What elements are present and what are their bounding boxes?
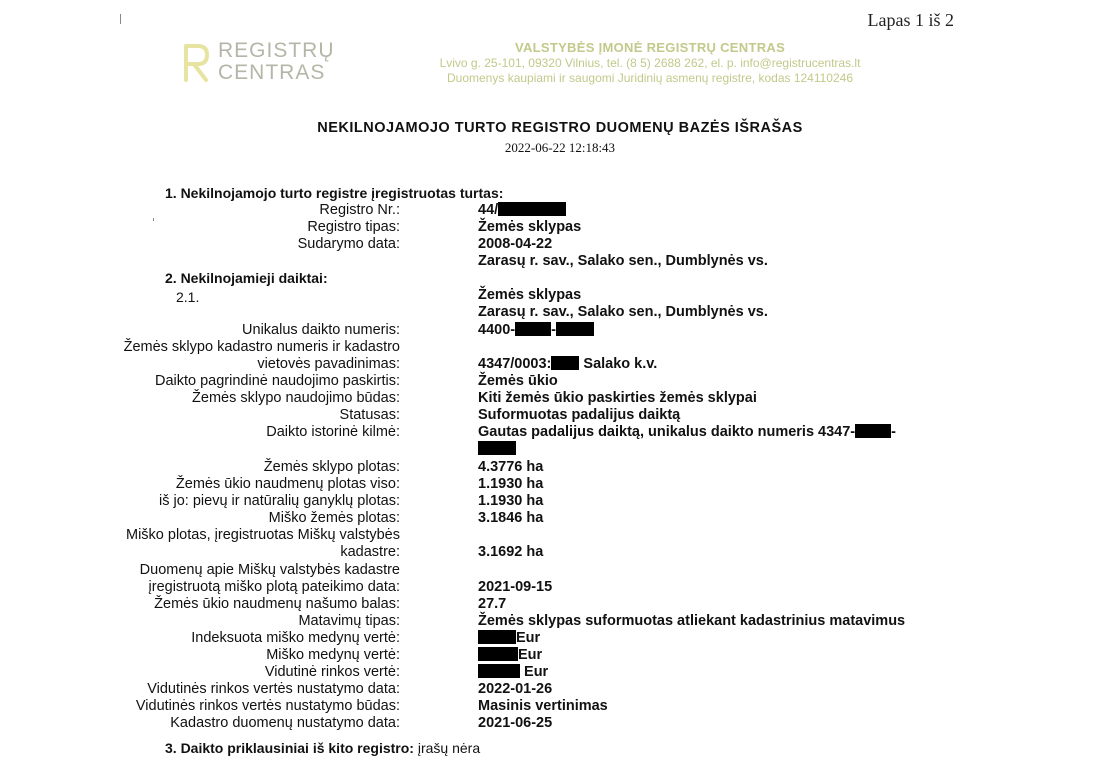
section3-heading: 3. Daikto priklausiniai iš kito registro: bbox=[165, 740, 414, 756]
unikalus-dash: - bbox=[551, 322, 556, 338]
kilme-label: Daikto istorinė kilmė: bbox=[266, 424, 400, 440]
nasumo-row bbox=[120, 596, 1020, 613]
redaction bbox=[556, 322, 594, 336]
object-type-row bbox=[120, 287, 1020, 304]
kadastro-row-1 bbox=[120, 339, 1020, 356]
pateikimo-label-2: įregistruotą miško plotą pateikimo data: bbox=[148, 579, 400, 595]
indeksuota-currency: Eur bbox=[516, 630, 541, 646]
indeksuota-label: Indeksuota miško medynų vertė: bbox=[191, 630, 400, 646]
pateikimo-row-1 bbox=[120, 562, 1020, 579]
redaction bbox=[855, 424, 891, 438]
matavimu-value: Žemės sklypas suformuotas atliekant kadastrinius matavimus bbox=[478, 613, 906, 629]
misko-value: 3.1846 ha bbox=[478, 510, 544, 526]
matavimu-row bbox=[120, 613, 1020, 630]
section2-heading: 2. Nekilnojamieji daiktai: bbox=[165, 270, 328, 286]
kadastro-data-label: Kadastro duomenų nustatymo data: bbox=[170, 715, 400, 731]
page-number: Lapas 1 iš 2 bbox=[867, 10, 954, 30]
rinkos-data-row bbox=[120, 681, 1020, 698]
logo-line1: REGISTRŲ bbox=[218, 39, 335, 62]
kadastro-label-2: vietovės pavadinimas: bbox=[257, 356, 400, 372]
pateikimo-row-2 bbox=[120, 579, 1020, 596]
logo-text bbox=[218, 40, 335, 84]
registro-tipas-row bbox=[120, 219, 1020, 236]
kadastro-label-1: Žemės sklypo kadastro numeris ir kadastro bbox=[123, 339, 400, 355]
misko-kad-row-2 bbox=[120, 544, 1020, 561]
statusas-row bbox=[120, 407, 1020, 424]
naudmenu-row bbox=[120, 476, 1020, 493]
sudarymo-data-label: Sudarymo data: bbox=[297, 236, 400, 252]
unikalus-label: Unikalus daikto numeris: bbox=[242, 322, 400, 338]
scan-mark bbox=[120, 14, 121, 24]
section3-value: įrašų nėra bbox=[417, 740, 481, 756]
kadastro-data-value: 2021-06-25 bbox=[478, 715, 553, 731]
company-name: VALSTYBĖS ĮMONĖ REGISTRŲ CENTRAS bbox=[514, 40, 786, 55]
kilme-dash: - bbox=[891, 424, 896, 440]
section1-address: Zarasų r. sav., Salako sen., Dumblynės vs. bbox=[478, 253, 768, 269]
rinkos-currency: Eur bbox=[524, 664, 549, 680]
pievu-row bbox=[120, 493, 1020, 510]
company-registry-note: Duomenys kaupiami ir saugomi Juridinių asmenų registre, kodas 124110246 bbox=[447, 71, 853, 85]
naudmenu-label: Žemės ūkio naudmenų plotas viso: bbox=[175, 476, 400, 492]
logo-r-icon bbox=[180, 42, 210, 84]
plotas-row bbox=[120, 459, 1020, 476]
section1-address-row bbox=[120, 253, 1020, 270]
plotas-label: Žemės sklypo plotas: bbox=[263, 459, 400, 475]
medynu-label: Miško medynų vertė: bbox=[266, 647, 400, 663]
indeksuota-row bbox=[120, 630, 1020, 647]
sudarymo-data-row bbox=[120, 236, 1020, 253]
misko-kad-value: 3.1692 ha bbox=[478, 544, 544, 560]
unikalus-row bbox=[120, 322, 1020, 339]
statusas-value: Suformuotas padalijus daiktą bbox=[478, 407, 681, 423]
misko-label: Miško žemės plotas: bbox=[268, 510, 400, 526]
registro-nr-label: Registro Nr.: bbox=[319, 202, 400, 218]
kadastro-row-2 bbox=[120, 356, 1020, 373]
section1-heading: 1. Nekilnojamojo turto registre įregistruotas turtas: bbox=[165, 185, 504, 201]
budas-row bbox=[120, 390, 1020, 407]
statusas-label: Statusas: bbox=[339, 407, 400, 423]
kilme-row bbox=[120, 424, 1020, 441]
redaction bbox=[551, 356, 579, 370]
kadastro-place: Salako k.v. bbox=[583, 356, 658, 372]
rinkos-data-value: 2022-01-26 bbox=[478, 681, 553, 697]
nasumo-value: 27.7 bbox=[478, 596, 507, 612]
sub-number: 2.1. bbox=[176, 289, 200, 305]
rinkos-budas-row bbox=[120, 698, 1020, 715]
kadastro-value: 4347/0003: bbox=[478, 356, 552, 372]
pateikimo-value: 2021-09-15 bbox=[478, 579, 553, 595]
redaction bbox=[478, 630, 516, 644]
pievu-label: iš jo: pievų ir natūralių ganyklų plotas: bbox=[159, 493, 400, 509]
misko-kad-label-2: kadastre: bbox=[340, 544, 400, 560]
matavimu-label: Matavimų tipas: bbox=[298, 613, 400, 629]
logo-line2: CENTRAS bbox=[218, 61, 326, 84]
plotas-value: 4.3776 ha bbox=[478, 459, 544, 475]
kilme-value: Gautas padalijus daiktą, unikalus daikto numeris 4347- bbox=[478, 424, 856, 440]
budas-label: Žemės sklypo naudojimo būdas: bbox=[192, 390, 400, 406]
object-address: Zarasų r. sav., Salako sen., Dumblynės vs. bbox=[478, 304, 768, 320]
medynu-row bbox=[120, 647, 1020, 664]
rinkos-label: Vidutinė rinkos vertė: bbox=[264, 664, 400, 680]
object-address-row bbox=[120, 304, 1020, 321]
redaction bbox=[515, 322, 551, 336]
redaction bbox=[478, 647, 518, 661]
paskirtis-row bbox=[120, 373, 1020, 390]
pievu-value: 1.1930 ha bbox=[478, 493, 544, 509]
rinkos-budas-value: Masinis vertinimas bbox=[478, 698, 608, 714]
redaction bbox=[498, 202, 566, 216]
object-type: Žemės sklypas bbox=[478, 287, 582, 303]
redaction bbox=[478, 441, 516, 455]
document-title: NEKILNOJAMOJO TURTO REGISTRO DUOMENŲ BAZĖS IŠRAŠAS bbox=[317, 120, 803, 136]
rinkos-data-label: Vidutinės rinkos vertės nustatymo data: bbox=[147, 681, 400, 697]
medynu-currency: Eur bbox=[518, 647, 543, 663]
registru-centras-logo bbox=[180, 39, 335, 88]
redaction bbox=[478, 664, 520, 678]
paskirtis-label: Daikto pagrindinė naudojimo paskirtis: bbox=[154, 373, 400, 389]
nasumo-label: Žemės ūkio naudmenų našumo balas: bbox=[154, 596, 400, 612]
kilme-continuation-row bbox=[120, 441, 1020, 458]
rinkos-budas-label: Vidutinės rinkos vertės nustatymo būdas: bbox=[135, 698, 400, 714]
naudmenu-value: 1.1930 ha bbox=[478, 476, 544, 492]
paskirtis-value: Žemės ūkio bbox=[478, 373, 558, 389]
registro-tipas-label: Registro tipas: bbox=[307, 219, 400, 235]
registro-tipas-value: Žemės sklypas bbox=[478, 219, 582, 235]
company-header bbox=[390, 40, 910, 85]
sudarymo-data-value: 2008-04-22 bbox=[478, 236, 553, 252]
company-address: Lvivo g. 25-101, 09320 Vilnius, tel. (8 5) 2688 262, el. p. info@registrucentras.lt bbox=[439, 56, 861, 70]
registro-nr-row bbox=[120, 202, 1020, 219]
misko-kad-row-1 bbox=[120, 527, 1020, 544]
misko-kad-label-1: Miško plotas, įregistruotas Miškų valstybės bbox=[126, 527, 400, 543]
rinkos-row bbox=[120, 664, 1020, 681]
unikalus-value: 4400- bbox=[478, 322, 516, 338]
kadastro-data-row bbox=[120, 715, 1020, 732]
misko-row bbox=[120, 510, 1020, 527]
registro-nr-value: 44/ bbox=[478, 202, 499, 218]
section3-line bbox=[165, 740, 480, 756]
pateikimo-label-1: Duomenų apie Miškų valstybės kadastre bbox=[139, 562, 400, 578]
budas-value: Kiti žemės ūkio paskirties žemės sklypai bbox=[478, 390, 757, 406]
document-datetime: 2022-06-22 12:18:43 bbox=[504, 140, 616, 155]
